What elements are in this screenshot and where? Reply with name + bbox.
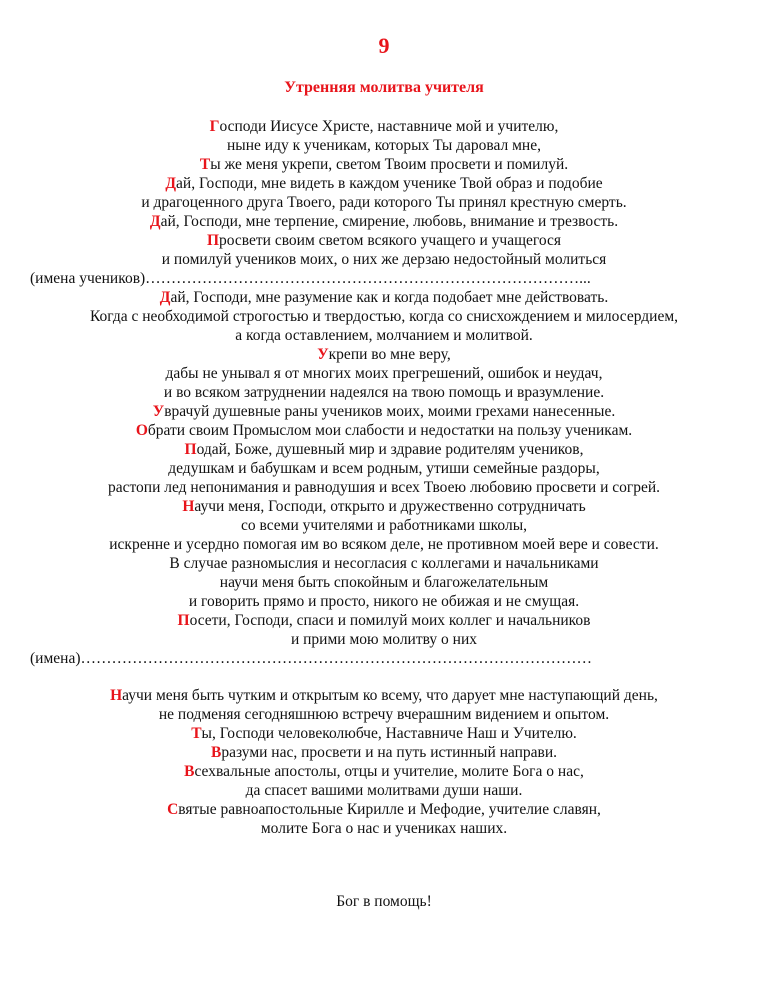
initial-letter: Н	[182, 498, 195, 515]
line-text: и во всяком затруднении надеялся на твою помощь и вразумление.	[163, 384, 605, 401]
text-line	[30, 705, 738, 724]
line-text: сехвальные апостолы, отцы и учителие, молите Бога о нас,	[194, 763, 584, 780]
closing-text	[30, 686, 738, 838]
text-line	[30, 497, 738, 516]
text-line	[30, 383, 738, 402]
line-text: не подменяя сегодняшнюю встречу вчерашним видением и опытом.	[158, 706, 610, 723]
text-line	[30, 819, 738, 838]
text-line	[30, 516, 738, 535]
line-text: и помилуй учеников моих, о них же дерзаю недостойный молиться	[161, 251, 607, 268]
initial-letter: В	[184, 763, 195, 780]
line-text: и драгоценного друга Твоего, ради которого Ты принял крестную смерть.	[141, 194, 627, 211]
text-line	[30, 269, 738, 288]
text-line	[30, 592, 738, 611]
text-line	[30, 212, 738, 231]
line-text: ы, Господи человеколюбче, Наставниче Наш и Учителю.	[201, 725, 577, 742]
line-text: ы же меня укрепи, светом Твоим просвети и помилуй.	[210, 156, 569, 173]
initial-letter: Т	[199, 156, 211, 173]
initial-letter: П	[206, 232, 220, 249]
text-line	[30, 440, 738, 459]
line-text: аучи меня, Господи, открыто и дружественно сотрудничать	[194, 498, 586, 515]
line-text: со всеми учителями и работниками школы,	[241, 517, 527, 534]
line-text: (имена)………………………………………………………………………………………	[30, 650, 592, 667]
line-text: одай, Боже, душевный мир и здравие родителям учеников,	[196, 441, 584, 458]
line-text: брати своим Промыслом мои слабости и недостатки на пользу ученикам.	[147, 422, 633, 439]
text-line	[30, 250, 738, 269]
text-line	[30, 136, 738, 155]
text-line	[30, 345, 738, 364]
text-line	[30, 554, 738, 573]
text-line	[30, 459, 738, 478]
initial-letter: Д	[165, 175, 177, 192]
text-line	[30, 611, 738, 630]
page-title: Утренняя молитва учителя	[284, 79, 484, 96]
line-text: осети, Господи, спаси и помилуй моих коллег и начальников	[189, 612, 591, 629]
initial-letter: О	[135, 422, 148, 439]
closing-blessing: Бог в помощь!	[336, 893, 432, 910]
text-line	[30, 402, 738, 421]
text-line	[30, 117, 738, 136]
line-text: дедушкам и бабушкам и всем родным, утиши семейные раздоры,	[168, 460, 600, 477]
text-line	[30, 781, 738, 800]
initial-letter: В	[211, 744, 222, 761]
text-line	[30, 686, 738, 705]
text-line	[30, 155, 738, 174]
initial-letter: П	[184, 441, 197, 458]
text-line	[30, 535, 738, 554]
line-text: искренне и усердно помогая им во всяком деле, не противном моей вере и совести.	[109, 536, 659, 553]
line-text: да спасет вашими молитвами души наши.	[245, 782, 523, 799]
initial-letter: Д	[159, 289, 171, 306]
text-line	[30, 573, 738, 592]
text-line	[30, 326, 738, 345]
initial-letter: П	[177, 612, 190, 629]
text-line	[30, 630, 738, 649]
text-line	[30, 724, 738, 743]
line-text: (имена учеников)…………………………………………………………………………...	[30, 270, 591, 287]
line-text: В случае разномыслия и несогласия с коллегами и начальниками	[169, 555, 599, 572]
text-line	[30, 174, 738, 193]
initial-letter: Т	[191, 725, 202, 742]
line-text: аучи меня быть чутким и открытым ко всему, что дарует мне наступающий день,	[122, 687, 658, 704]
initial-letter: С	[167, 801, 179, 818]
line-text: растопи лед непонимания и равнодушия и всех Твоею любовию просвети и согрей.	[107, 479, 661, 496]
line-text: ныне иду к ученикам, которых Ты даровал мне,	[227, 137, 541, 154]
line-text: а когда оставлением, молчанием и молитвой.	[235, 327, 533, 344]
text-line	[30, 800, 738, 819]
line-text: молите Бога о нас и учениках наших.	[260, 820, 508, 837]
line-text: ай, Господи, мне терпение, смирение, любовь, внимание и трезвость.	[160, 213, 619, 230]
line-text: Когда с необходимой строгостью и твердостью, когда со снисхождением и милосердием,	[89, 308, 679, 325]
line-text: дабы не унывал я от многих моих прегрешений, ошибок и неудач,	[165, 365, 603, 382]
text-line	[30, 421, 738, 440]
text-line	[30, 743, 738, 762]
line-text: осподи Иисусе Христе, наставниче мой и учителю,	[219, 118, 559, 135]
initial-letter: У	[152, 403, 165, 420]
line-text: врачуй душевные раны учеников моих, моими грехами нанесенные.	[164, 403, 616, 420]
text-line	[30, 762, 738, 781]
text-line	[30, 231, 738, 250]
initial-letter: У	[317, 346, 329, 363]
line-text: научи меня быть спокойным и благожелательным	[219, 574, 549, 591]
page-number: 9	[378, 33, 390, 58]
line-text: и прими мою молитву о них	[290, 631, 478, 648]
text-line	[30, 649, 738, 668]
prayer-text	[30, 117, 738, 668]
initial-letter: Г	[209, 118, 220, 135]
initial-letter: Д	[149, 213, 161, 230]
line-text: вятые равноапостольные Кирилле и Мефодие, учителие славян,	[178, 801, 601, 818]
line-text: ай, Господи, мне разумение как и когда подобает мне действовать.	[170, 289, 609, 306]
line-text: росвети своим светом всякого учащего и учащегося	[219, 232, 562, 249]
line-text: разуми нас, просвети и на путь истинный направи.	[221, 744, 557, 761]
text-line	[30, 364, 738, 383]
text-line	[30, 307, 738, 326]
text-line	[30, 288, 738, 307]
line-text: и говорить прямо и просто, никого не обижая и не смущая.	[188, 593, 580, 610]
line-text: ай, Господи, мне видеть в каждом ученике Твой образ и подобие	[176, 175, 603, 192]
line-text: крепи во мне веру,	[328, 346, 451, 363]
text-line	[30, 193, 738, 212]
text-line	[30, 478, 738, 497]
initial-letter: Н	[110, 687, 123, 704]
